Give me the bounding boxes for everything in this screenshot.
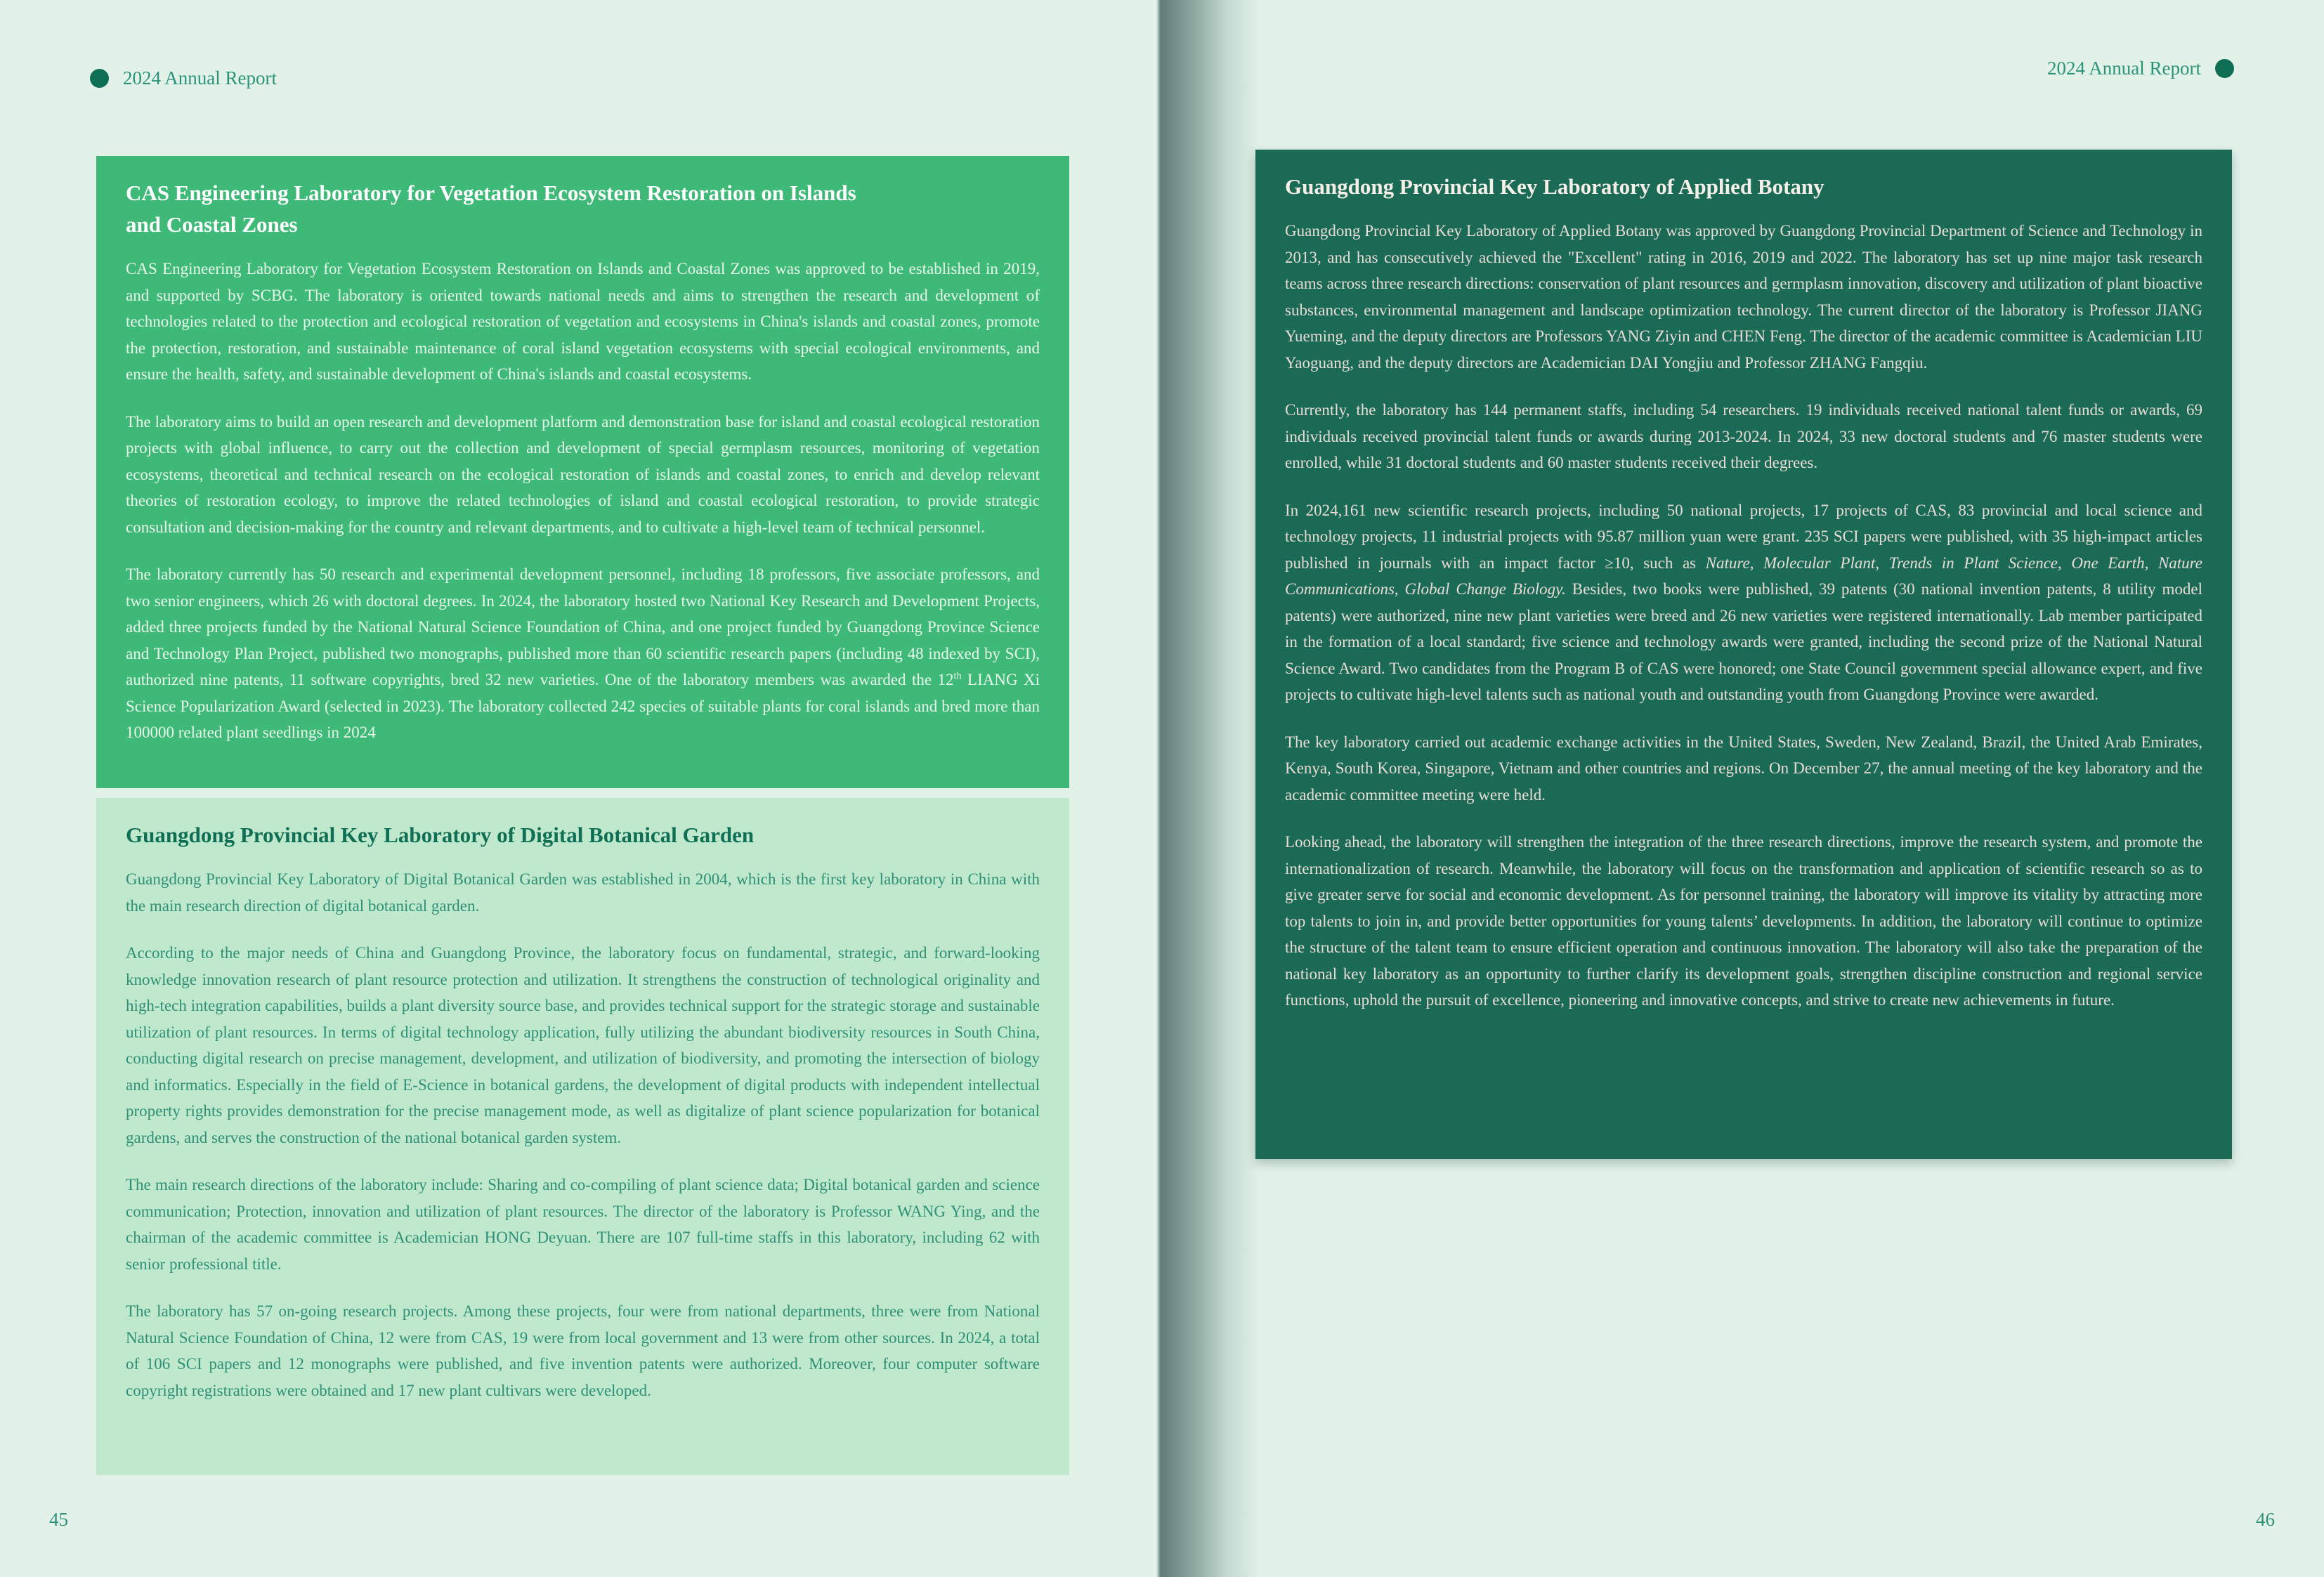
page-number-left: 45 — [49, 1509, 68, 1530]
section-applied-botany-lab — [1255, 150, 2232, 1159]
section-title: Guangdong Provincial Key Laboratory of Digital Botanical Garden — [126, 823, 755, 847]
section-body — [126, 866, 1040, 1403]
section-digital-botanical-garden — [96, 798, 1069, 1475]
bullet-dot-icon — [2215, 59, 2234, 78]
section-cas-engineering-lab — [96, 156, 1069, 788]
paragraph: Guangdong Provincial Key Laboratory of Digital Botanical Garden was established in 2004, which is the first key laboratory in China with the main research direction of digital botanical garden. — [126, 870, 1040, 915]
paragraph: The laboratory currently has 50 research and experimental development personnel, including 18 professors, five associate professors, and two senior engineers, which 26 with doctoral degrees. In 2024, the laboratory hosted two National Key Research and Development Projects, added three projects funded by the National Natural Science Foundation of China, and one project funded by Guangdong Province Science and Technology Plan Project, published two monographs, published more than 60 scientific research papers (including 48 indexed by SCI), authorized nine patents, 11 software copyrights, bred 32 new varieties. One of the laboratory members was awarded the 12th LIANG Xi Science Popularization Award (selected in 2023). The laboratory collected 242 species of suitable plants for coral islands and bred more than 100000 related plant seedlings in 2024 — [126, 565, 1040, 741]
section-body — [126, 256, 1040, 746]
book-spine-shadow — [1156, 0, 1260, 1577]
header-right — [2047, 58, 2234, 79]
paragraph: The laboratory has 57 on-going research projects. Among these projects, four were from national departments, three were from National Natural Science Foundation of China, 12 were from CAS, 19 were from local government and 13 were from other sources. In 2024, a total of 106 SCI papers and 12 monographs were published, and five invention patents were authorized. Moreover, four computer software copyright registrations were obtained and 17 new plant cultivars were developed. — [126, 1302, 1040, 1399]
paragraph: The laboratory aims to build an open research and development platform and demonstration base for island and coastal ecological restoration projects with global influence, to carry out the collection and development of special germplasm resources, monitoring of vegetation ecosystems, theoretical and technical research on the ecological restoration of islands and coastal zones, to enrich and develop relevant theories of restoration ecology, to improve the related technologies of island and coastal ecological restoration, to provide strategic consultation and decision-making for the country and relevant departments, and to cultivate a high-level team of technical personnel. — [126, 412, 1040, 536]
paragraph: Currently, the laboratory has 144 permanent staffs, including 54 researchers. 19 individuals received national talent funds or awards, 69 individuals received provincial talent funds or awards during 2013-2024. In 2024, 33 new doctoral students and 76 master students were enrolled, while 31 doctoral students and 60 master students received their degrees. — [1285, 401, 2202, 471]
section-body — [1285, 218, 2202, 1014]
paragraph: Guangdong Provincial Key Laboratory of Applied Botany was approved by Guangdong Provincial Department of Science and Technology in 2013, and has consecutively achieved the "Excellent" rating in 2016, 2019 and 2022. The laboratory has set up nine major task research teams across three research directions: conservation of plant resources and germplasm innovation, discovery and utilization of plant bioactive substances, environmental management and landscape optimization technology. The current director of the laboratory is Professor JIANG Yueming, and the deputy directors are Professors YANG Ziyin and CHEN Feng. The director of the academic committee is Academician LIU Yaoguang, and the deputy directors are Academician DAI Yongjiu and Professor ZHANG Fangqiu. — [1285, 222, 2202, 372]
bullet-dot-icon — [90, 69, 109, 88]
paragraph: According to the major needs of China and Guangdong Province, the laboratory focus on fundamental, strategic, and forward-looking knowledge innovation research of plant resource protection and utilization. It strengthens the construction of technological originality and high-tech integration capabilities, builds a plant diversity source base, and provides technical support for the strategic storage and sustainable utilization of plant resources. In terms of digital technology application, fully utilizing the abundant biodiversity resources in South China, conducting digital research on precise management, development, and utilization of biodiversity, and promoting the intersection of biology and informatics. Especially in the field of E-Science in botanical gardens, the development of digital products with independent intellectual property rights provides demonstration for the precise management mode, as well as digitalize of plant science popularization for botanical gardens, and serves the construction of the national botanical garden system. — [126, 944, 1040, 1146]
paragraph: CAS Engineering Laboratory for Vegetation Ecosystem Restoration on Islands and Coastal Zones was approved to be established in 2019, and supported by SCBG. The laboratory is oriented towards national needs and aims to strengthen the research and development of technologies related to the protection and ecological restoration of vegetation and ecosystems in China's islands and coastal zones, promote the protection, restoration, and sustainable maintenance of coral island vegetation ecosystems with special ecological environments, and ensure the health, safety, and sustainable development of China's islands and coastal ecosystems. — [126, 260, 1040, 383]
paragraph: The main research directions of the laboratory include: Sharing and co-compiling of plant science data; Digital botanical garden and science communication; Protection, innovation and utilization of plant resources. The director of the laboratory is Professor WANG Ying, and the chairman of the academic committee is Academician HONG Deyuan. There are 107 full-time staffs in this laboratory, including 62 with senior professional title. — [126, 1176, 1040, 1273]
paragraph: Looking ahead, the laboratory will strengthen the integration of the three research directions, improve the research system, and promote the internationalization of research. Meanwhile, the laboratory will focus on the transformation and application of scientific research so as to give greater serve for social and economic development. As for personnel training, the laboratory will improve its vitality by attracting more top talents to join in, and provide better opportunities for young talents’ developments. In addition, the laboratory will continue to optimize the structure of the talent team to ensure efficient operation and continuous innovation. The laboratory will also take the preparation of the national key laboratory as an opportunity to further clarify its development goals, strengthen discipline construction and regional service functions, uphold the pursuit of excellence, pioneering and innovative concepts, and strive to create new achievements in future. — [1285, 833, 2202, 1009]
section-title: CAS Engineering Laboratory for Vegetation Ecosystem Restoration on Islands and Coastal Zones — [126, 181, 856, 237]
page-number-right: 46 — [2256, 1509, 2275, 1530]
header-right-label: 2024 Annual Report — [2047, 58, 2201, 79]
header-left-label: 2024 Annual Report — [123, 67, 277, 89]
section-title: Guangdong Provincial Key Laboratory of Applied Botany — [1285, 174, 1824, 199]
header-left — [90, 67, 277, 89]
paragraph: In 2024,161 new scientific research projects, including 50 national projects, 17 projects of CAS, 83 provincial and local science and technology projects, 11 industrial projects with 95.87 million yuan were grant. 235 SCI papers were published, with 35 high-impact articles published in journals with an impact factor ≥10, such as Nature, Molecular Plant, Trends in Plant Science, One Earth, Nature Communications, Global Change Biology. Besides, two books were published, 39 patents (30 national invention patents, 8 utility model patents) were authorized, nine new plant varieties were breed and 26 new varieties were registered internationally. Lab member participated in the formation of a local standard; five science and technology awards were granted, including the second prize of the National Natural Science Award. Two candidates from the Program B of CAS were honored; one State Council government special allowance expert, and five projects to cultivate high-level talents such as national youth and outstanding youth from Guangdong Province were awarded. — [1285, 501, 2202, 703]
paragraph: The key laboratory carried out academic exchange activities in the United States, Sweden, New Zealand, Brazil, the United Arab Emirates, Kenya, South Korea, Singapore, Vietnam and other countries and regions. On December 27, the annual meeting of the key laboratory and the academic committee meeting were held. — [1285, 733, 2202, 804]
